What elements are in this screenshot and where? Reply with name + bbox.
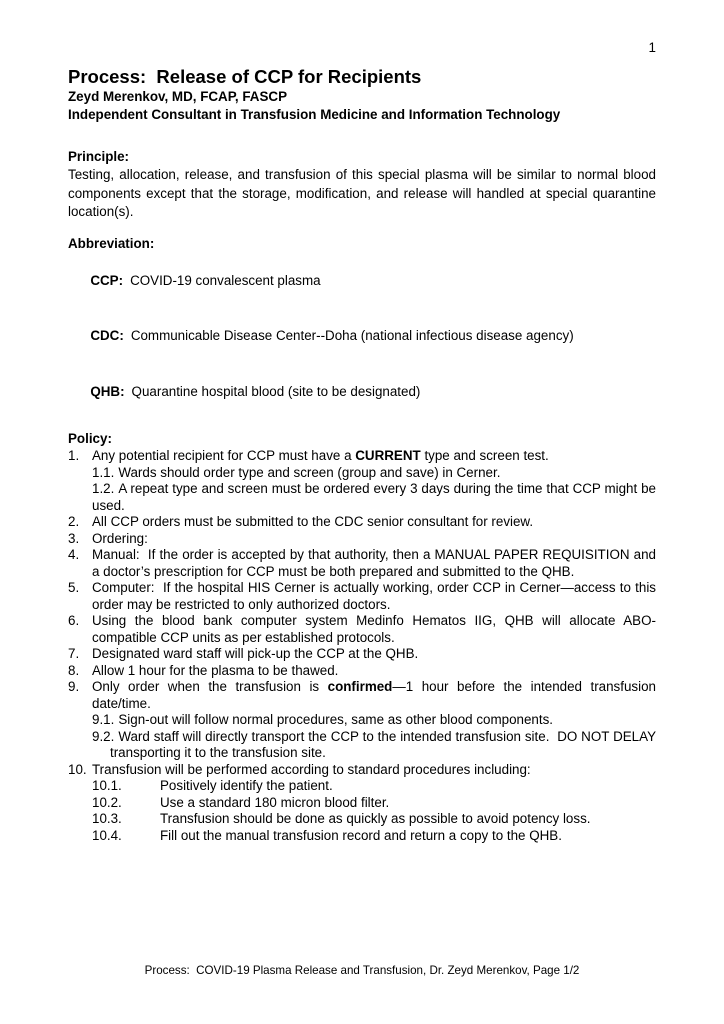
policy-item-4 (68, 547, 660, 580)
list-number: 10.1. (92, 778, 122, 793)
principle-body: Testing, allocation, release, and transfusion of this special plasma will be similar to normal blood components except that the storage, modification, and release will handled at special quarantine location(s). (68, 167, 660, 219)
policy-item-1 (68, 448, 656, 465)
policy-item-3 (68, 531, 656, 548)
policy-item-10-1 (92, 778, 656, 795)
item-text: Using the blood bank computer system Medinfo Hematos IIG, QHB will allocate ABO-compatible CCP units as per established protocols. (92, 613, 656, 645)
abbreviation-definition: Communicable Disease Center--Doha (national infectious disease agency) (130, 328, 574, 343)
policy-item-1-2 (92, 481, 660, 514)
abbreviation-row-ccp (68, 253, 656, 309)
abbreviation-term: CCP: (90, 272, 124, 288)
abbreviation-heading: Abbreviation: (68, 235, 155, 251)
item-text: Wards should order type and screen (group and save) in Cerner. (118, 464, 501, 480)
item-text: Use a standard 180 micron blood filter. (160, 794, 390, 810)
item-text: Fill out the manual transfusion record and return a copy to the QHB. (160, 827, 562, 843)
item-text: Transfusion should be done as quickly as possible to avoid potency loss. (160, 811, 591, 826)
policy-list (68, 448, 660, 844)
list-number: 5. (68, 580, 80, 595)
author-role-line: Independent Consultant in Transfusion Medicine and Information Technology (68, 107, 561, 122)
list-number: 1.1. (92, 464, 115, 480)
author-line: Zeyd Merenkov, MD, FCAP, FASCP (68, 88, 288, 104)
policy-item-1-1 (92, 465, 656, 482)
list-number: 3. (68, 530, 80, 546)
policy-item-10 (68, 762, 656, 779)
policy-item-5 (68, 580, 660, 613)
item-text: A repeat type and screen must be ordered every 3 days during the time that CCP might be used. (92, 481, 660, 513)
list-number: 6. (68, 613, 80, 628)
item-text: All CCP orders must be submitted to the CDC senior consultant for review. (92, 514, 534, 529)
abbreviation-section (68, 235, 656, 420)
item-text-bold: CURRENT (355, 448, 421, 463)
abbreviation-row-qhb (68, 364, 656, 420)
list-number: 2. (68, 514, 80, 529)
item-text: Designated ward staff will pick-up the CCP at the QHB. (92, 646, 419, 661)
policy-section (68, 430, 660, 845)
item-text: Any potential recipient for CCP must have a (92, 448, 356, 463)
policy-item-7 (68, 646, 656, 663)
policy-item-2 (68, 514, 656, 531)
item-text: Only order when the transfusion is (92, 679, 328, 694)
list-number: 9.2. (92, 728, 115, 744)
list-number: 10. (68, 761, 87, 777)
list-number: 10.4. (92, 827, 122, 843)
item-text: Ward staff will directly transport the CCP to the intended transfusion site. DO NOT DELAY transporting it to the transfusion site. (110, 728, 660, 760)
item-text: —1 hour before the intended transfusion date/time. (92, 679, 660, 711)
document-title: Process: Release of CCP for Recipients (68, 65, 422, 87)
policy-item-9-2 (92, 728, 660, 762)
item-text: Sign-out will follow normal procedures, same as other blood components. (118, 712, 554, 727)
abbreviation-term: QHB: (90, 383, 125, 399)
policy-heading: Policy: (68, 430, 112, 446)
list-number: 10.2. (92, 794, 122, 810)
policy-item-10-4 (92, 828, 656, 845)
list-number: 1. (68, 448, 80, 463)
item-text: type and screen test. (420, 448, 549, 463)
list-number: 10.3. (92, 811, 122, 826)
list-number: 7. (68, 646, 80, 661)
policy-item-10-3 (92, 811, 656, 828)
abbreviation-definition: Quarantine hospital blood (site to be designated) (131, 383, 421, 399)
policy-item-9 (68, 679, 660, 712)
policy-item-8 (68, 663, 656, 680)
principle-section (68, 148, 660, 222)
list-number: 8. (68, 662, 80, 678)
abbreviation-definition: COVID-19 convalescent plasma (130, 272, 321, 288)
item-text: Allow 1 hour for the plasma to be thawed. (92, 662, 339, 678)
page-footer: Process: COVID-19 Plasma Release and Transfusion, Dr. Zeyd Merenkov, Page 1/2 (144, 964, 580, 977)
policy-item-6 (68, 613, 656, 646)
item-text: Positively identify the patient. (160, 778, 333, 793)
abbreviation-term: CDC: (90, 328, 124, 343)
list-number: 9. (68, 679, 80, 694)
list-number: 1.2. (92, 481, 115, 496)
item-text: Computer: If the hospital HIS Cerner is actually working, order CCP in Cerner—access to this order may be restricted to only authorized doctors. (92, 580, 660, 612)
principle-heading: Principle: (68, 148, 130, 164)
item-text: Ordering: (92, 530, 148, 546)
item-text: Transfusion will be performed according to standard procedures including: (92, 761, 531, 777)
item-text-bold: confirmed (327, 679, 393, 694)
list-number: 9.1. (92, 712, 115, 727)
page-number: 1 (648, 40, 656, 55)
policy-item-10-2 (92, 795, 656, 812)
abbreviation-row-cdc (68, 309, 656, 365)
item-text: Manual: If the order is accepted by that authority, then a MANUAL PAPER REQUISITION and a doctor’s prescription for CCP must be both prepared and submitted to the QHB. (92, 547, 660, 579)
list-number: 4. (68, 547, 80, 562)
policy-item-9-1 (92, 712, 656, 729)
